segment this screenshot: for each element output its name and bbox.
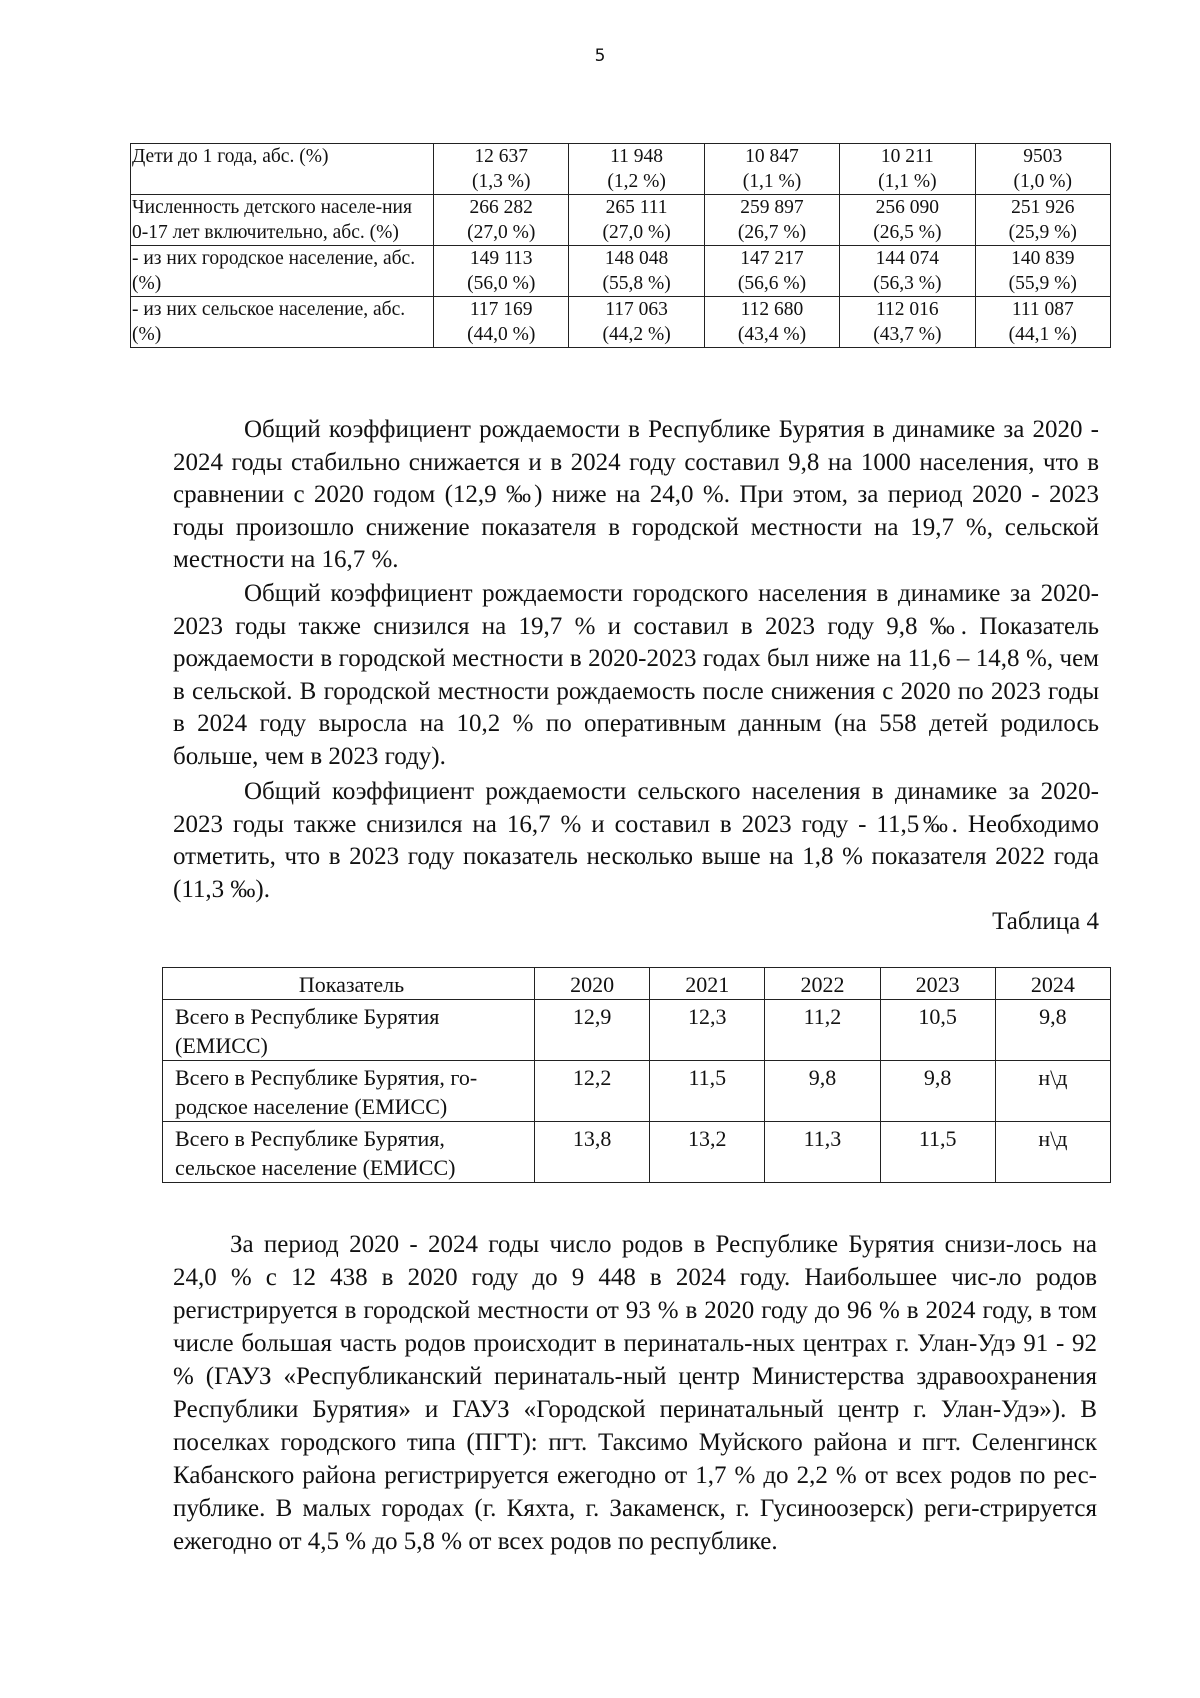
- table-cell: 11,2: [765, 1000, 880, 1061]
- table-cell: 13,2: [650, 1122, 765, 1183]
- table-cell: 259 897 (26,7 %): [704, 195, 839, 246]
- birth-rate-table: [162, 967, 1111, 1183]
- table-cell: 111 087 (44,1 %): [975, 297, 1110, 348]
- column-header: 2023: [880, 968, 995, 1000]
- table-cell: 12,2: [535, 1061, 650, 1122]
- paragraph-birth-rate-urban: Общий коэффициент рождаемости городского населения в динамике за 2020-2023 годы также снизился на 19,7 % и составил в 2023 году 9,8 ‰. Показатель рождаемости в городской местности в 2020-2023 годах был ниже на 11,6 – 14,8 %, чем в сельской. В городской местности рождаемость после снижения с 2020 по 2023 годы в 2024 году выросла на 10,2 % по оперативным данным (на 558 детей родилось больше, чем в 2023 году).: [173, 580, 1099, 770]
- table-row: [163, 1122, 1111, 1183]
- table-caption: Таблица 4: [992, 908, 1099, 935]
- table-cell: 251 926 (25,9 %): [975, 195, 1110, 246]
- page-number: 5: [594, 46, 606, 66]
- row-label: Всего в Республике Бурятия (ЕМИСС): [163, 1000, 535, 1061]
- table-cell: 148 048 (55,8 %): [569, 246, 704, 297]
- row-label: Всего в Республике Бурятия, го-родское население (ЕМИСС): [163, 1061, 535, 1122]
- table-row: [163, 1000, 1111, 1061]
- row-label: - из них городское население, абс. (%): [131, 246, 434, 297]
- table-cell: 10 211 (1,1 %): [840, 144, 975, 195]
- table-cell: н\д: [995, 1061, 1110, 1122]
- table-cell: 9503 (1,0 %): [975, 144, 1110, 195]
- table-row: [131, 195, 1111, 246]
- column-header: Показатель: [163, 968, 535, 1000]
- table-cell: 11,5: [880, 1122, 995, 1183]
- table-cell: 265 111 (27,0 %): [569, 195, 704, 246]
- table-row: [131, 144, 1111, 195]
- table-cell: 12,3: [650, 1000, 765, 1061]
- paragraph-birth-rate-rural: Общий коэффициент рождаемости сельского населения в динамике за 2020-2023 годы также снизился на 16,7 % и составил в 2023 году - 11,5‰. Необходимо отметить, что в 2023 году показатель несколько выше на 1,8 % показателя 2022 года (11,3 ‰).: [173, 778, 1099, 903]
- table-cell: 117 063 (44,2 %): [569, 297, 704, 348]
- table-cell: 12 637 (1,3 %): [434, 144, 569, 195]
- table-cell: 112 680 (43,4 %): [704, 297, 839, 348]
- table-cell: 149 113 (56,0 %): [434, 246, 569, 297]
- table-cell: 11,3: [765, 1122, 880, 1183]
- paragraph-birth-rate-total: Общий коэффициент рождаемости в Республике Бурятия в динамике за 2020 - 2024 годы стабильно снижается и в 2024 году составил 9,8 на 1000 населения, что в сравнении с 2020 годом (12,9 ‰) ниже на 24,0 %. При этом, за период 2020 - 2023 годы произошло снижение показателя в городской местности на 19,7 %, сельской местности на 16,7 %.: [173, 416, 1099, 573]
- table-cell: 256 090 (26,5 %): [840, 195, 975, 246]
- table-cell: 117 169 (44,0 %): [434, 297, 569, 348]
- column-header: 2024: [995, 968, 1110, 1000]
- table-cell: 10 847 (1,1 %): [704, 144, 839, 195]
- table-cell: 266 282 (27,0 %): [434, 195, 569, 246]
- row-label: Всего в Республике Бурятия, сельское население (ЕМИСС): [163, 1122, 535, 1183]
- table-cell: 13,8: [535, 1122, 650, 1183]
- table-cell: 12,9: [535, 1000, 650, 1061]
- paragraph-births-count: За период 2020 - 2024 годы число родов в Республике Бурятия снизи-лось на 24,0 % с 12 438 в 2020 году до 9 448 в 2024 году. Наибольшее чис-ло родов регистрируется в городской местности от 93 % в 2020 году до 96 % в 2024 году, в том числе большая часть родов происходит в перинаталь-ных центрах г. Улан-Удэ 91 - 92 % (ГАУЗ «Республиканский перинаталь-ный центр Министерства здравоохранения Республики Бурятия» и ГАУЗ «Городской перинатальный центр г. Улан-Удэ»). В поселках городского типа (ПГТ): пгт. Таксимо Муйского района и пгт. Селенгинск Кабанского района регистрируется ежегодно от 1,7 % до 2,2 % от всех родов по рес-публике. В малых городах (г. Кяхта, г. Закаменск, г. Гусиноозерск) реги-стрируется ежегодно от 4,5 % до 5,8 % от всех родов по республике.: [173, 1231, 1097, 1555]
- table-cell: н\д: [995, 1122, 1110, 1183]
- table-cell: 9,8: [880, 1061, 995, 1122]
- table-row: [163, 1061, 1111, 1122]
- column-header: 2022: [765, 968, 880, 1000]
- table-cell: 112 016 (43,7 %): [840, 297, 975, 348]
- row-label: - из них сельское население, абс. (%): [131, 297, 434, 348]
- table-cell: 10,5: [880, 1000, 995, 1061]
- table-cell: 11 948 (1,2 %): [569, 144, 704, 195]
- row-label: Дети до 1 года, абс. (%): [131, 144, 434, 195]
- table-cell: 9,8: [995, 1000, 1110, 1061]
- table-row: [131, 246, 1111, 297]
- table-cell: 144 074 (56,3 %): [840, 246, 975, 297]
- population-table: [130, 143, 1111, 348]
- table-header-row: [163, 968, 1111, 1000]
- row-label: Численность детского населе-ния 0-17 лет включительно, абс. (%): [131, 195, 434, 246]
- column-header: 2021: [650, 968, 765, 1000]
- column-header: 2020: [535, 968, 650, 1000]
- table-cell: 147 217 (56,6 %): [704, 246, 839, 297]
- table-cell: 11,5: [650, 1061, 765, 1122]
- table-cell: 9,8: [765, 1061, 880, 1122]
- table-cell: 140 839 (55,9 %): [975, 246, 1110, 297]
- table-row: [131, 297, 1111, 348]
